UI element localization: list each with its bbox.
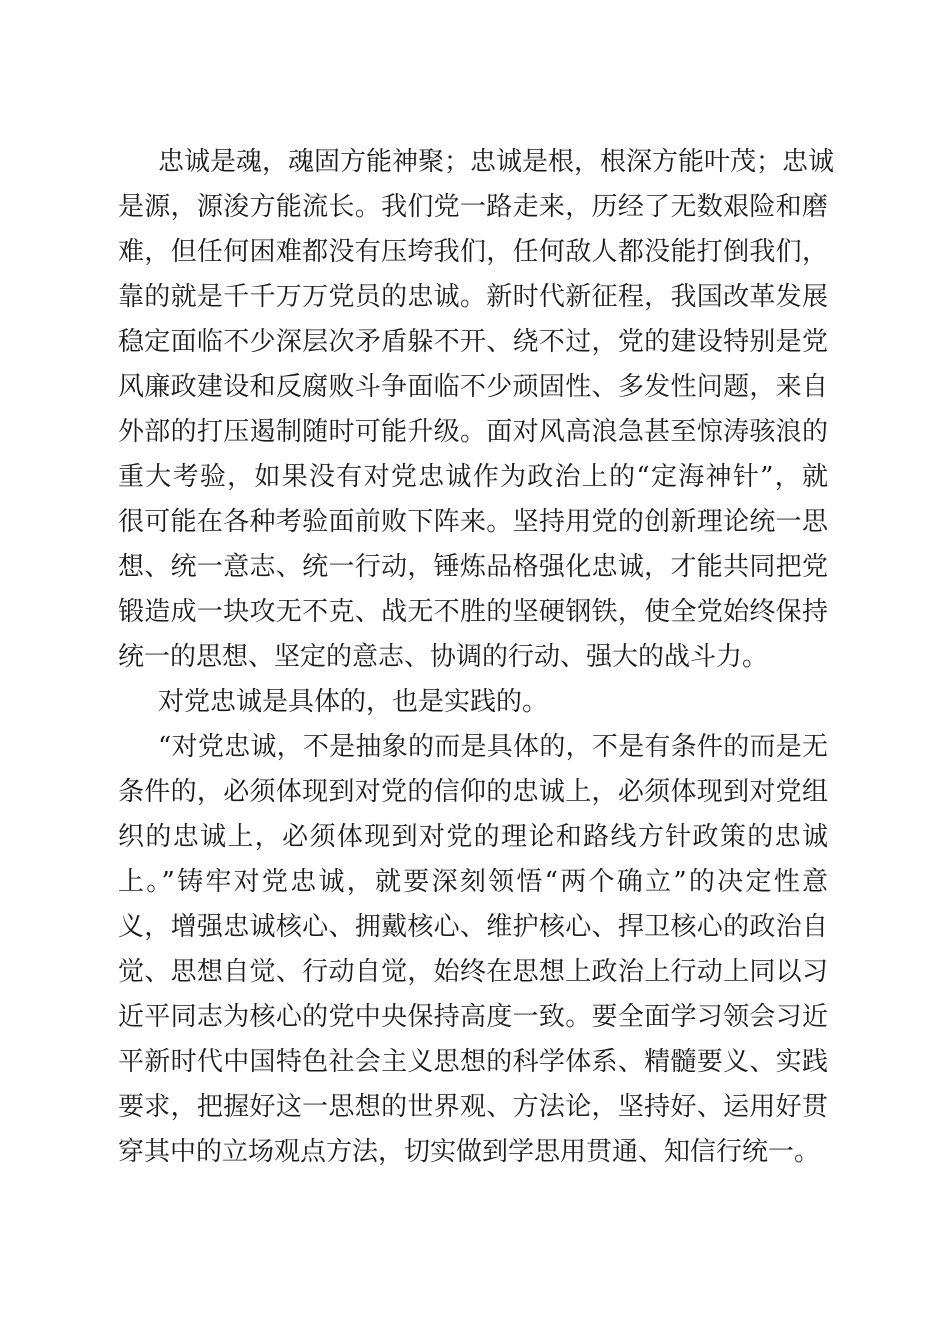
text-line: 外部的打压遏制随时可能升级。面对风高浪急甚至惊涛骇浪的 [118,417,828,447]
text-line: 稳定面临不少深层次矛盾躲不开、绕不过，党的建设特别是党 [118,327,828,357]
document-body [118,140,835,1175]
text-line: 统一的思想、坚定的意志、协调的行动、强大的战斗力。 [118,642,769,672]
text-line: 很可能在各种考验面前败下阵来。坚持用党的创新理论统一思 [118,507,828,537]
text-line: 锻造成一块攻无不克、战无不胜的坚硬钢铁，使全党始终保持 [118,597,828,627]
paragraph-concrete-practice [118,680,828,725]
text-line: 风廉政建设和反腐败斗争面临不少顽固性、多发性问题，来自 [118,372,828,402]
text-line: 条件的，必须体现到对党的信仰的忠诚上，必须体现到对党组 [118,777,828,807]
text-line: 织的忠诚上，必须体现到对党的理论和路线方针政策的忠诚 [118,822,828,852]
text-line: 上。”铸牢对党忠诚，就要深刻领悟“两个确立”的决定性意 [118,867,828,897]
paragraph-quote-loyalty [118,725,828,1175]
text-line: 靠的就是千千万万党员的忠诚。新时代新征程，我国改革发展 [118,282,828,312]
text-line: 觉、思想自觉、行动自觉，始终在思想上政治上行动上同以习 [118,957,828,987]
text-line: 对党忠诚是具体的，也是实践的。 [158,687,549,717]
text-line: 穿其中的立场观点方法，切实做到学思用贯通、知信行统一。 [118,1137,821,1167]
text-line: 忠诚是魂，魂固方能神聚；忠诚是根，根深方能叶茂；忠诚 [158,147,835,177]
text-line: 平新时代中国特色社会主义思想的科学体系、精髓要义、实践 [118,1047,828,1077]
text-line: 是源，源浚方能流长。我们党一路走来，历经了无数艰险和磨 [118,192,828,222]
text-line: 近平同志为核心的党中央保持高度一致。要全面学习领会习近 [118,1002,828,1032]
text-line: 重大考验，如果没有对党忠诚作为政治上的“定海神针”，就 [118,462,828,492]
text-line: 难，但任何困难都没有压垮我们，任何敌人都没能打倒我们， [118,237,828,267]
text-line: “对党忠诚，不是抽象的而是具体的，不是有条件的而是无 [158,732,828,762]
text-line: 要求，把握好这一思想的世界观、方法论，坚持好、运用好贯 [118,1092,828,1122]
paragraph-loyalty-soul [118,140,835,680]
text-line: 义，增强忠诚核心、拥戴核心、维护核心、捍卫核心的政治自 [118,912,828,942]
text-line: 想、统一意志、统一行动，锤炼品格强化忠诚，才能共同把党 [118,552,828,582]
